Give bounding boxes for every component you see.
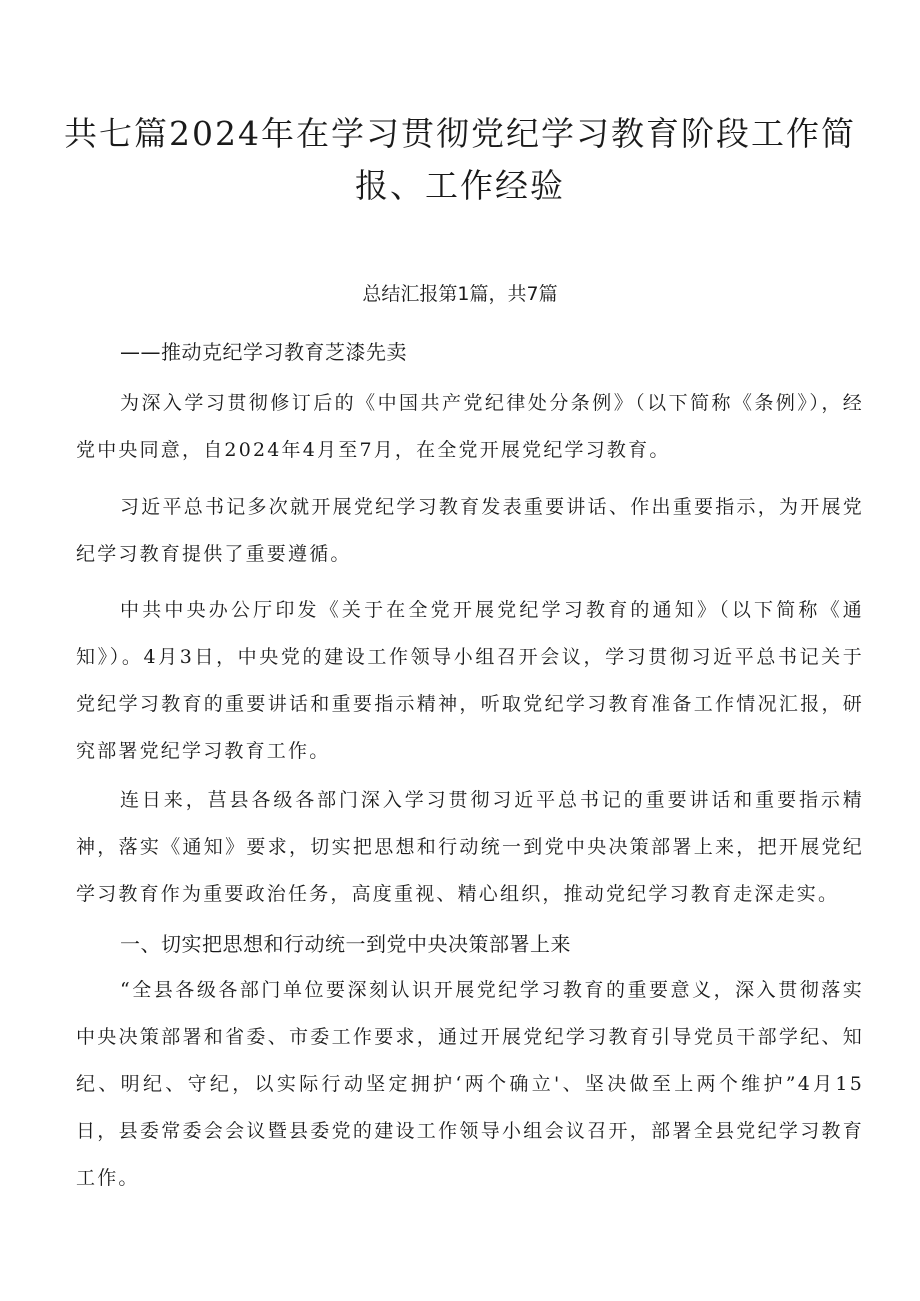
paragraph-2: 习近平总书记多次就开展党纪学习教育发表重要讲话、作出重要指示，为开展党纪学习教育提供了重要遵循。 bbox=[76, 496, 864, 565]
paragraph-4: 连日来，莒县各级各部门深入学习贯彻习近平总书记的重要讲话和重要指示精神，落实《通知》要求，切实把思想和行动统一到党中央决策部署上来，把开展党纪学习教育作为重要政治任务，高度重视、精心组织，推动党纪学习教育走深走实。 bbox=[76, 789, 864, 905]
section-1-paragraph: “全县各级各部门单位要深刻认识开展党纪学习教育的重要意义，深入贯彻落实中央决策部署和省委、市委工作要求，通过开展党纪学习教育引导党员干部学纪、知纪、明纪、守纪，以实际行动坚定拥护‘两个确立'、坚决做至上两个维护”4月15日，县委常委会会议暨县委党的建设工作领导小组会议召开，部署全县党纪学习教育工作。 bbox=[76, 979, 864, 1189]
document-title: 共七篇2024年在学习贯彻党纪学习教育阶段工作简报、工作经验 bbox=[64, 114, 856, 205]
document-tagline: ——推动克纪学习教育芝漆先卖 bbox=[120, 340, 407, 364]
section-1-heading: 一、切实把思想和行动统一到党中央决策部署上来 bbox=[120, 932, 571, 956]
paragraph-3: 中共中央办公厅印发《关于在全党开展党纪学习教育的通知》（以下简称《通知》）。4月3日，中央党的建设工作领导小组召开会议，学习贯彻习近平总书记关于党纪学习教育的重要讲话和重要指示精神，听取党纪学习教育准备工作情况汇报，研究部署党纪学习教育工作。 bbox=[76, 599, 864, 762]
paragraph-1: 为深入学习贯彻修订后的《中国共产党纪律处分条例》（以下简称《条例》），经党中央同意，自2024年4月至7月，在全党开展党纪学习教育。 bbox=[76, 392, 864, 461]
document-subheading: 总结汇报第1篇，共7篇 bbox=[362, 283, 558, 305]
